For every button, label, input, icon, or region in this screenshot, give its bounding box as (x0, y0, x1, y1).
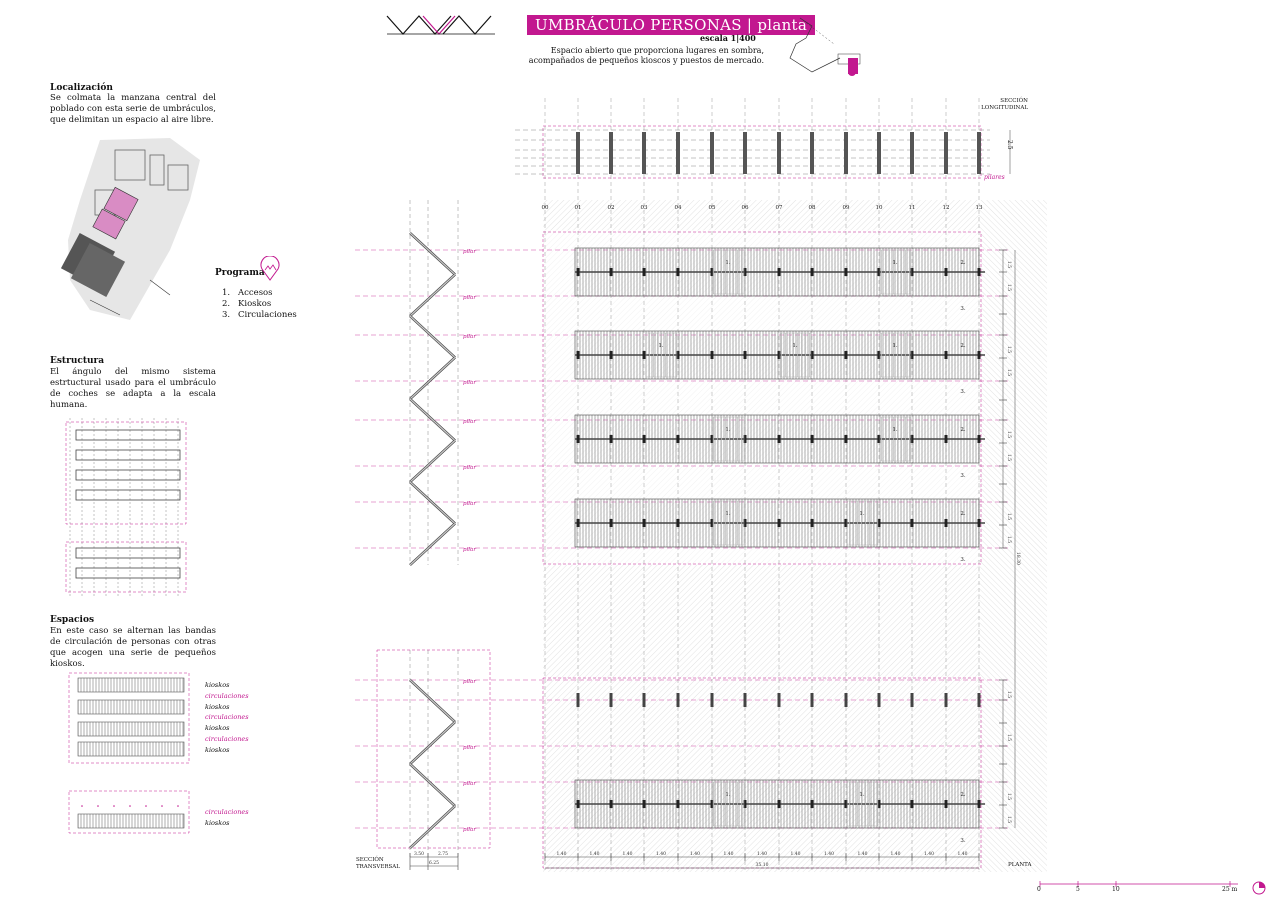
section-pillar (676, 132, 680, 174)
scale-tick: 5 (1076, 886, 1080, 893)
section-pillar (642, 132, 646, 174)
right-dimension-value: 1.5 (1006, 734, 1011, 742)
band-pillar (811, 435, 814, 443)
pilar-label: pilar (463, 419, 476, 425)
lower-pillar (811, 693, 814, 707)
band-pillar (845, 435, 848, 443)
band-pillar (643, 519, 646, 527)
band-pillar (677, 519, 680, 527)
section-pillar (609, 132, 613, 174)
axis-label: 04 (674, 205, 682, 211)
legend-circulaciones: circulaciones (205, 691, 249, 700)
band-pillar (978, 351, 981, 359)
access-gap (713, 782, 744, 826)
programa-item: 3. Circulaciones (222, 310, 297, 320)
bottom-dimension-value: 1.40 (723, 852, 734, 857)
access-code: 1. (892, 343, 898, 349)
structure-strut (410, 722, 455, 764)
lower-pillar (978, 693, 981, 707)
seccion-longitudinal-label: SECCIÓN LONGITUDINAL (981, 98, 1028, 111)
band-pillar (643, 800, 646, 808)
axis-label: 03 (640, 205, 648, 211)
right-dimension-value: 1.5 (1006, 691, 1011, 699)
right-dimension-value: 1.5 (1006, 431, 1011, 439)
localizacion-heading: Localización (50, 83, 113, 93)
band-pillar (978, 435, 981, 443)
lower-pillar (911, 693, 914, 707)
right-dimension-value: 1.5 (1006, 346, 1011, 354)
access-gap (646, 333, 677, 377)
section-pillar (944, 132, 948, 174)
band-pillar (778, 435, 781, 443)
description-line-1: Espacio abierto que proporciona lugares en sombra, (550, 46, 764, 55)
band-pillar (677, 800, 680, 808)
section-pillar (910, 132, 914, 174)
bottom-dimension-value: 1.40 (622, 852, 633, 857)
legend-circulaciones: circulaciones (205, 808, 249, 816)
band-pillar (610, 351, 613, 359)
structure-strut (410, 441, 455, 483)
band-pillar (577, 351, 580, 359)
section-pillar (877, 132, 881, 174)
circ-code: 3. (960, 389, 966, 395)
height-dimension: 2.5 (1006, 140, 1013, 150)
band-pillar (945, 800, 948, 808)
kiosk-code: 2. (960, 260, 966, 266)
pilar-label: pilar (463, 249, 476, 255)
axis-label: 13 (975, 205, 983, 211)
band-pillar (811, 519, 814, 527)
band-pillar (811, 268, 814, 276)
legend-circulaciones: circulaciones (205, 734, 249, 743)
right-dimension-value: 1.5 (1006, 816, 1011, 824)
access-gap (847, 782, 878, 826)
band-pillar (978, 800, 981, 808)
lower-pillar (610, 693, 613, 707)
access-gap (880, 250, 911, 294)
band-pillar (610, 268, 613, 276)
band-pillar (778, 519, 781, 527)
circ-code: 3. (960, 557, 966, 563)
access-gap (713, 417, 744, 461)
lower-pillar (677, 693, 680, 707)
programa-item: 1. Accesos (222, 288, 273, 298)
right-dimension-value: 1.5 (1006, 284, 1011, 292)
page-title: UMBRÁCULO PERSONAS | planta (527, 15, 815, 35)
structure-strut (410, 275, 455, 317)
title-text: UMBRÁCULO PERSONAS (535, 16, 742, 34)
bottom-dimension-value: 1.40 (756, 852, 768, 857)
legend-circulaciones: circulaciones (205, 713, 249, 722)
kiosk-code: 2. (960, 343, 966, 349)
band-pillar (610, 800, 613, 808)
programa-heading: Programa (215, 268, 265, 278)
band-pillar (643, 351, 646, 359)
plan-side-hatch (979, 200, 1047, 872)
lower-pillar (577, 693, 580, 707)
scale-label: escala 1|400 (700, 33, 756, 43)
programa-item: 2. Kioskos (222, 299, 272, 309)
access-gap (880, 333, 911, 377)
lower-pillar (945, 693, 948, 707)
structure-strut (410, 680, 455, 722)
lower-pillar (744, 693, 747, 707)
axis-label: 00 (541, 205, 549, 211)
band-pillar (711, 351, 714, 359)
bottom-dimension-value: 1.40 (957, 852, 968, 857)
longitudinal-frame (543, 126, 981, 178)
structure-strut (410, 316, 455, 358)
kiosk-code: 2. (960, 792, 966, 798)
band-pillar (811, 800, 814, 808)
north-arrow-icon (1252, 881, 1266, 895)
lower-pillar (845, 693, 848, 707)
bottom-dimension-value: 1.40 (857, 852, 868, 857)
structure-strut (410, 806, 455, 848)
band-pillar (610, 519, 613, 527)
band-pillar (911, 800, 914, 808)
access-code: 1. (725, 260, 731, 266)
access-code: 1. (892, 260, 898, 266)
seccion-transversal-label: SECCIÓN TRANSVERSAL (356, 857, 400, 870)
trans-dimension-value: 3.50 (413, 852, 425, 857)
section-pillar (977, 132, 981, 174)
pilar-label: pilar (463, 380, 476, 386)
bottom-dimension-value: 1.40 (890, 852, 901, 857)
band-pillar (577, 519, 580, 527)
section-pillar (844, 132, 848, 174)
band-pillar (978, 519, 981, 527)
structure-strut (410, 764, 455, 806)
axis-label: 11 (908, 205, 916, 211)
access-code: 1. (892, 427, 898, 433)
bottom-dimension-value: 1.40 (823, 852, 835, 857)
band-pillar (643, 268, 646, 276)
circ-code: 3. (960, 838, 966, 844)
section-pillar (743, 132, 747, 174)
structure-strut (410, 358, 455, 400)
band-pillar (978, 268, 981, 276)
band-pillar (911, 519, 914, 527)
access-gap (880, 417, 911, 461)
axis-label: 06 (741, 205, 749, 211)
axis-label: 12 (942, 205, 950, 211)
right-dimension-value: 1.5 (1006, 454, 1011, 462)
pilar-label: pilar (463, 745, 476, 751)
espacios-heading: Espacios (50, 615, 95, 625)
section-pillar (810, 132, 814, 174)
estructura-heading: Estructura (50, 356, 105, 366)
pilar-label: pilar (463, 501, 476, 507)
band-pillar (577, 800, 580, 808)
localizacion-text: Se colmata la manzana central del poblado con esta serie de umbráculos, que delimitan un espacio al aire libre. (50, 93, 216, 125)
band-pillar (845, 351, 848, 359)
lower-pillar (878, 693, 881, 707)
structure-strut (410, 524, 455, 566)
band-pillar (945, 435, 948, 443)
bottom-dimension-value: 1.40 (556, 852, 567, 857)
bottom-dimension-value: 1.40 (923, 852, 935, 857)
legend-kioskos: kioskos (205, 724, 230, 733)
pilar-label: pilar (463, 781, 476, 787)
kiosk-code: 2. (960, 427, 966, 433)
pilar-label: pilar (463, 827, 476, 833)
lower-pillar (711, 693, 714, 707)
band-pillar (945, 268, 948, 276)
description-line-2: acompañados de pequeños kioscos y puestos de mercado. (528, 56, 764, 65)
access-gap (713, 250, 744, 294)
axis-label: 08 (808, 205, 816, 211)
lower-pillar (643, 693, 646, 707)
axis-label: 10 (875, 205, 883, 211)
access-code: 1. (859, 511, 865, 517)
band-pillar (778, 268, 781, 276)
right-dimension-value: 1.5 (1006, 536, 1011, 544)
section-pillar (777, 132, 781, 174)
axis-label: 07 (775, 205, 783, 211)
band-pillar (744, 351, 747, 359)
legend-kioskos: kioskos (205, 818, 230, 827)
structure-strut (410, 399, 455, 441)
bottom-dimension-value: 1.40 (790, 852, 801, 857)
structure-strut (410, 233, 455, 275)
scale-tick: 0 (1037, 886, 1041, 893)
trans-dimension-value: 2.75 (437, 852, 449, 857)
axis-label: 02 (607, 205, 615, 211)
pilar-label: pilar (463, 295, 476, 301)
access-code: 1. (725, 792, 731, 798)
circ-code: 3. (960, 473, 966, 479)
bottom-dimension-value: 1.40 (655, 852, 667, 857)
right-dimension-value: 1.5 (1006, 261, 1011, 269)
band-pillar (610, 435, 613, 443)
band-pillar (778, 800, 781, 808)
band-pillar (677, 435, 680, 443)
access-code: 1. (725, 427, 731, 433)
band-pillar (945, 351, 948, 359)
band-pillar (643, 435, 646, 443)
pilares-label: pilares (984, 174, 1005, 181)
access-gap (847, 501, 878, 545)
access-code: 1. (792, 343, 798, 349)
bottom-dimension-value: 1.40 (589, 852, 600, 857)
right-dimension-value: 1.5 (1006, 369, 1011, 377)
legend-kioskos: kioskos (205, 681, 230, 689)
band-pillar (845, 268, 848, 276)
right-dimension-value: 1.5 (1006, 793, 1011, 801)
bottom-dimension-value: 1.40 (689, 852, 701, 857)
pilar-label: pilar (463, 465, 476, 471)
scale-tick: 10 (1112, 886, 1120, 893)
total-dimension-value: 35.10 (755, 863, 769, 868)
legend-kioskos: kioskos (205, 745, 230, 754)
scale-tick: 25 m (1222, 886, 1238, 893)
legend-kioskos: kioskos (205, 702, 230, 711)
access-code: 1. (859, 792, 865, 798)
circ-code: 3. (960, 306, 966, 312)
lower-pillar (778, 693, 781, 707)
section-pillar (576, 132, 580, 174)
band-pillar (677, 268, 680, 276)
access-code: 1. (658, 343, 664, 349)
axis-label: 05 (708, 205, 716, 211)
structure-strut (410, 482, 455, 524)
band-pillar (945, 519, 948, 527)
scale-bar (1038, 880, 1244, 890)
section-pillar (710, 132, 714, 174)
trans-total-value: 6.25 (428, 861, 440, 866)
espacios-text: En este caso se alternan las bandas de circulación de personas con otras que acogen una serie de pequeños kioskos. (50, 626, 216, 669)
title-suffix: planta (757, 16, 808, 34)
planta-label: PLANTA (1008, 862, 1032, 868)
access-gap (713, 501, 744, 545)
band-pillar (577, 435, 580, 443)
access-code: 1. (725, 511, 731, 517)
axis-label: 01 (574, 205, 582, 211)
band-pillar (577, 268, 580, 276)
overall-dimension-value: 18.30 (1015, 552, 1020, 565)
kiosk-code: 2. (960, 511, 966, 517)
access-gap (780, 333, 811, 377)
pilar-label: pilar (463, 679, 476, 685)
estructura-text: El ángulo del mismo sistema estrtuctural usado para el umbráculo de coches se adapta a la escala humana. (50, 367, 216, 410)
right-dimension-value: 1.5 (1006, 513, 1011, 521)
axis-label: 09 (842, 205, 850, 211)
pilar-label: pilar (463, 547, 476, 553)
pilar-label: pilar (463, 334, 476, 340)
